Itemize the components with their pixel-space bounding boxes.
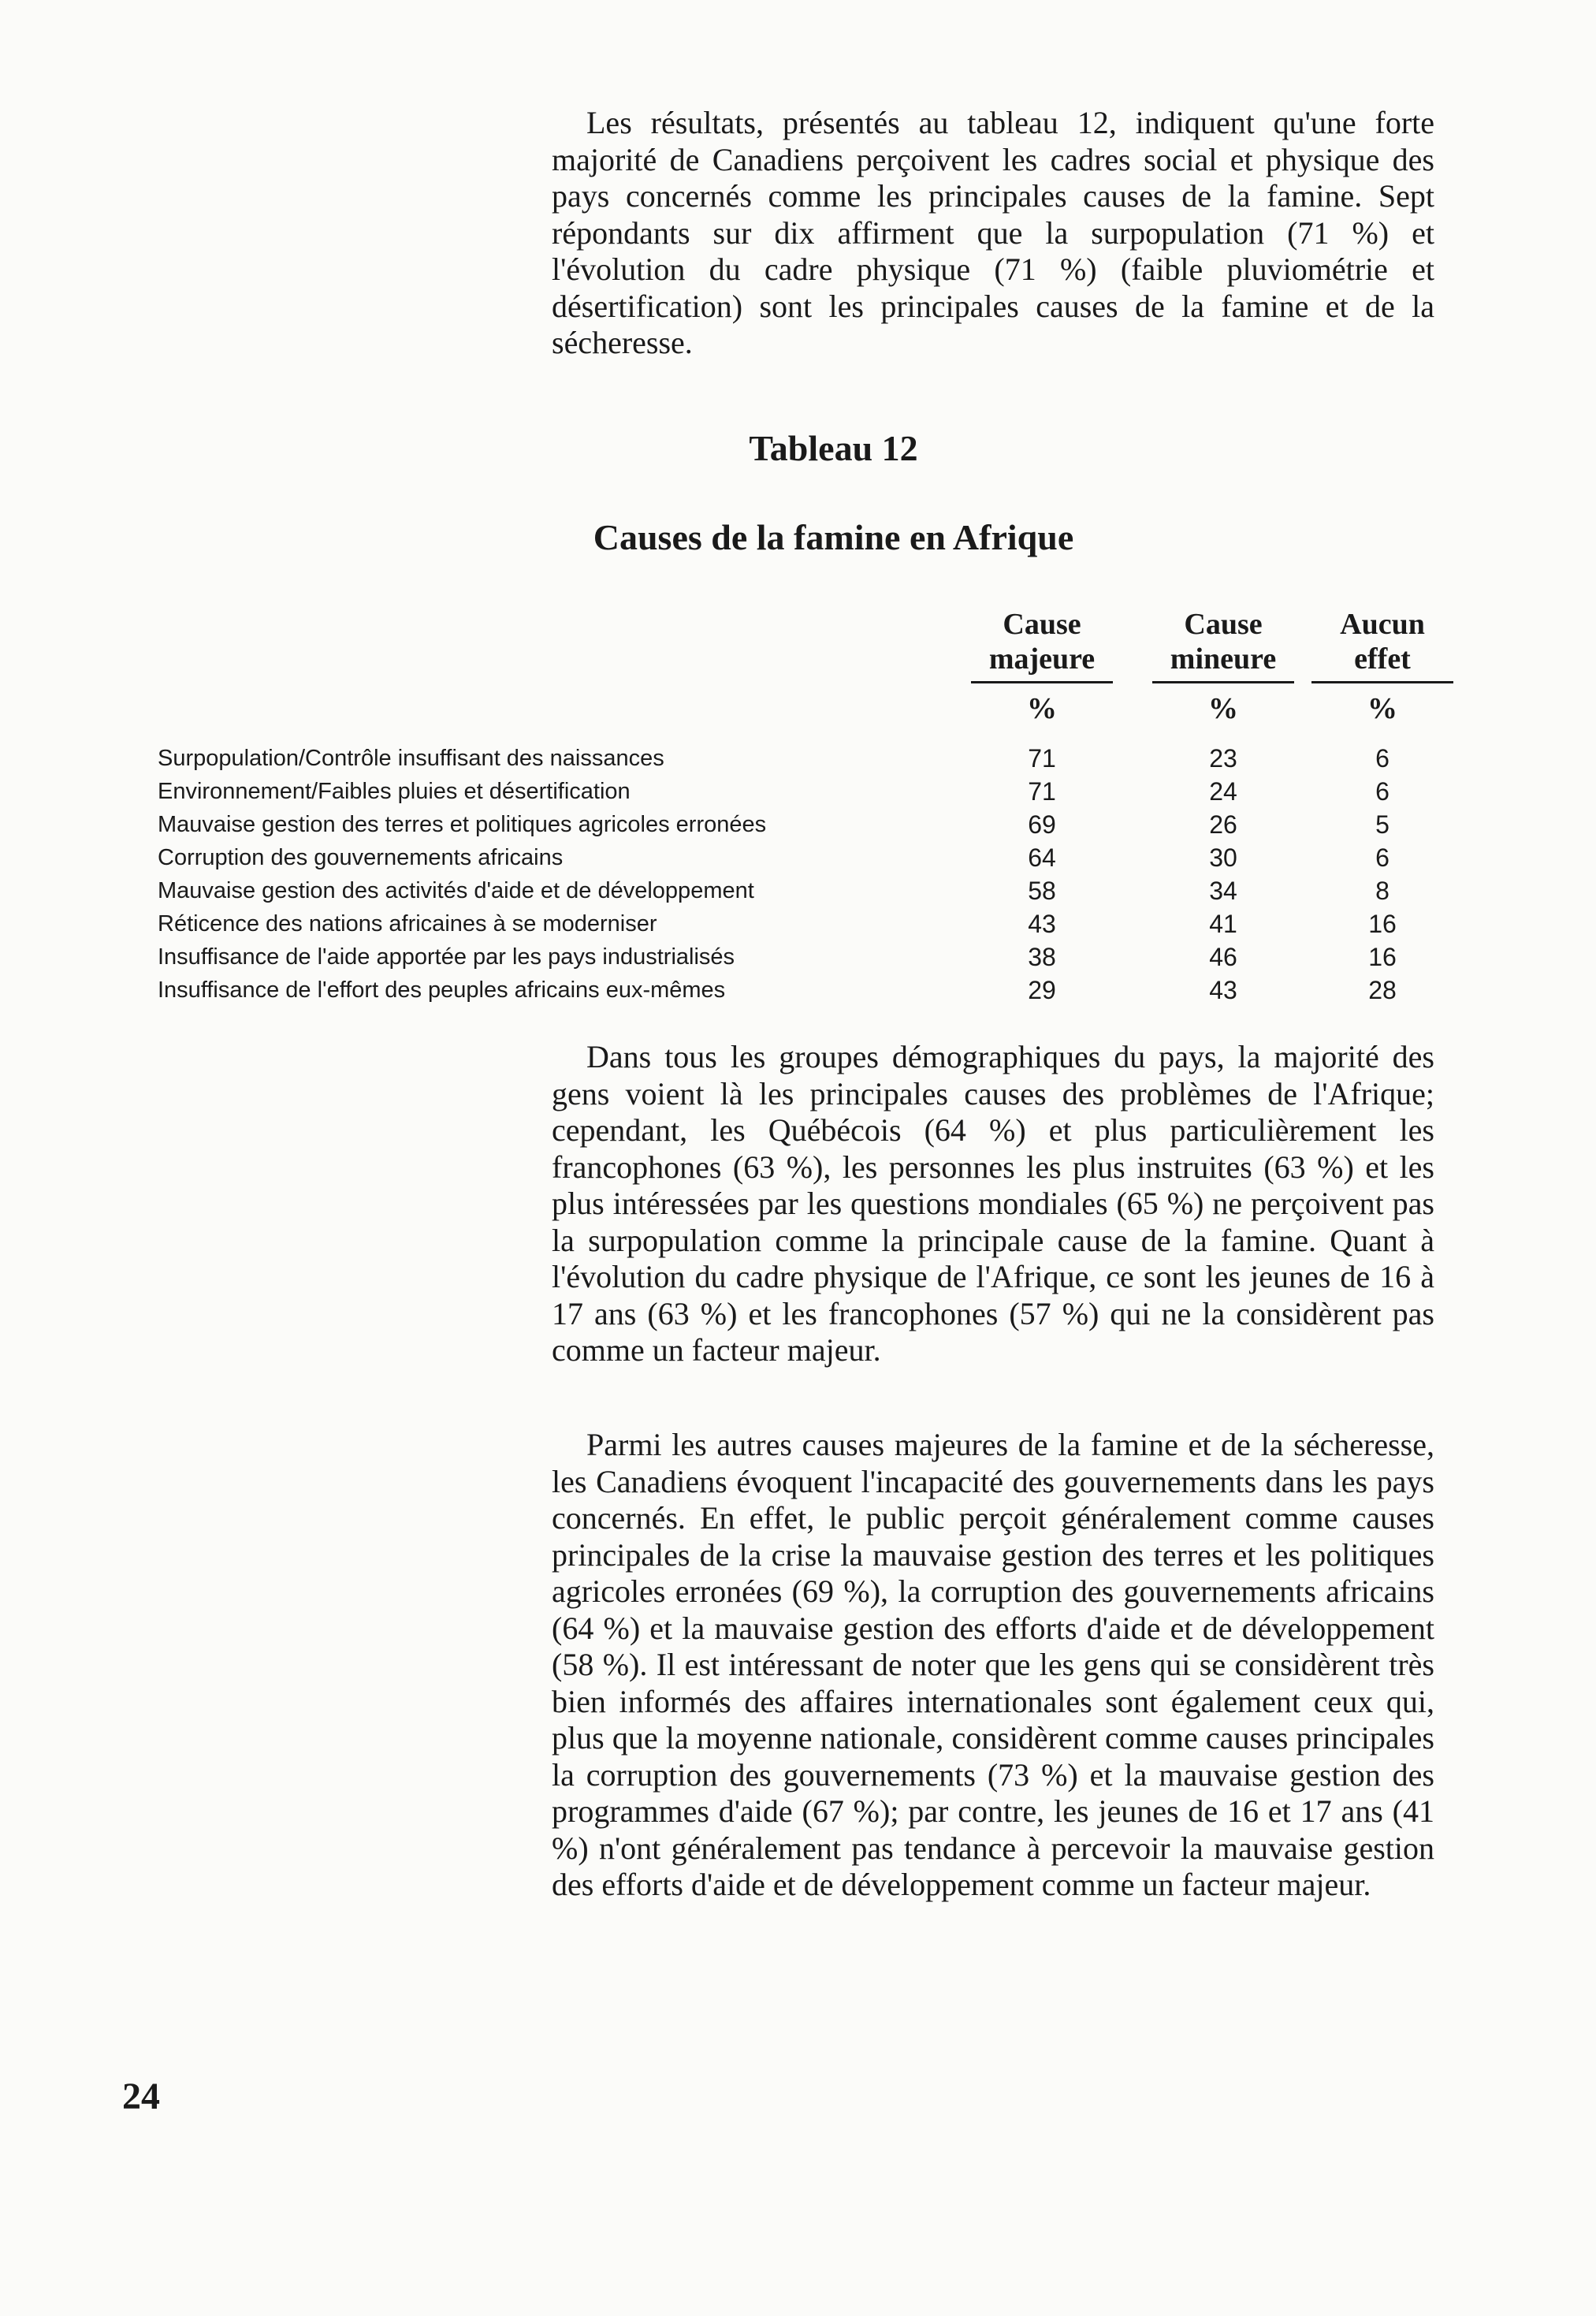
cell-none: 6 — [1375, 744, 1390, 773]
cell-major: 43 — [1028, 910, 1056, 938]
table-title: Causes de la famine en Afrique — [593, 517, 1074, 557]
cell-minor: 23 — [1209, 744, 1237, 773]
cell-none: 5 — [1375, 810, 1390, 839]
column-header-line2: majeure — [988, 642, 1096, 676]
column-unit: % — [1367, 692, 1397, 725]
column-header-rule — [1311, 681, 1453, 683]
column-unit: % — [1027, 692, 1057, 725]
row-label: Réticence des nations africaines à se moderniser — [158, 911, 657, 936]
cell-minor: 34 — [1209, 877, 1237, 905]
cell-none: 6 — [1375, 777, 1390, 806]
cell-major: 71 — [1028, 744, 1056, 773]
cell-major: 69 — [1028, 810, 1056, 839]
body-paragraph-3: Parmi les autres causes majeures de la famine et de la sécheresse, les Canadiens évoquent l'incapacité des gouvernements dans les pays concernés. En effet, le public perçoit généralement comme causes principales de la crise la mauvaise gestion des terres et les politiques agricoles erronées (69 %), la corruption des gouvernements africains (64 %) et la mauvaise gestion des efforts d'aide et de développement (58 %). Il est intéressant de noter que les gens qui se considèrent très bien informés des affaires internationales sont également ceux qui, plus que la moyenne nationale, considèrent comme causes principales la corruption des gouvernements (73 %) et la mauvaise gestion des programmes d'aide (67 %); par contre, les jeunes de 16 et 17 ans (41 %) n'ont généralement pas tendance à percevoir la mauvaise gestion des efforts d'aide et de développement comme un facteur majeur. — [552, 1427, 1434, 1902]
cell-none: 16 — [1368, 943, 1397, 971]
cell-minor: 24 — [1209, 777, 1237, 806]
cell-none: 16 — [1368, 910, 1397, 938]
column-header-aucun-effet — [1311, 607, 1453, 731]
column-header-line2: mineure — [1170, 642, 1277, 676]
column-header-line1: Cause — [1184, 608, 1263, 641]
column-header-cause-majeure — [971, 607, 1113, 731]
column-header-line1: Aucun — [1340, 608, 1425, 641]
cell-none: 6 — [1375, 843, 1390, 872]
cell-minor: 46 — [1209, 943, 1237, 971]
cell-none: 28 — [1368, 976, 1397, 1004]
cell-major: 38 — [1028, 943, 1056, 971]
cell-major: 58 — [1028, 877, 1056, 905]
cell-none: 8 — [1375, 877, 1390, 905]
column-header-cause-mineure — [1152, 607, 1294, 731]
cell-minor: 43 — [1209, 976, 1237, 1004]
cell-minor: 26 — [1209, 810, 1237, 839]
column-header-rule — [1152, 681, 1294, 683]
cell-major: 71 — [1028, 777, 1056, 806]
intro-paragraph: Les résultats, présentés au tableau 12, indiquent qu'une forte majorité de Canadiens perçoivent les cadres social et physique des pays concernés comme les principales causes de la famine. Sept répondants sur dix affirment que la surpopulation (71 %) et l'évolution du cadre physique (71 %) (faible pluviométrie et désertification) sont les principales causes de la famine et de la sécheresse. — [552, 105, 1434, 360]
cell-major: 29 — [1028, 976, 1056, 1004]
column-header-line1: Cause — [1003, 608, 1081, 641]
row-label: Mauvaise gestion des activités d'aide et de développement — [158, 878, 754, 903]
cell-minor: 41 — [1209, 910, 1237, 938]
row-label: Insuffisance de l'aide apportée par les pays industrialisés — [158, 944, 735, 970]
cell-minor: 30 — [1209, 843, 1237, 872]
table-number: Tableau 12 — [749, 428, 918, 468]
row-label: Mauvaise gestion des terres et politiques agricoles erronées — [158, 812, 767, 837]
cell-major: 64 — [1028, 843, 1056, 872]
body-paragraph-2: Dans tous les groupes démographiques du pays, la majorité des gens voient là les principales causes des problèmes de l'Afrique; cependant, les Québécois (64 %) et plus particulièrement les francophones (63 %), les personnes les plus instruites (63 %) et les plus intéressées par les questions mondiales (65 %) ne perçoivent pas la surpopulation comme la principale cause de la famine. Quant à l'évolution du cadre physique de l'Afrique, ce sont les jeunes de 16 à 17 ans (63 %) et les francophones (57 %) qui ne la considèrent pas comme un facteur majeur. — [552, 1039, 1434, 1368]
row-label: Environnement/Faibles pluies et désertification — [158, 779, 631, 804]
row-label: Insuffisance de l'effort des peuples africains eux-mêmes — [158, 977, 726, 1003]
column-header-rule — [971, 681, 1113, 683]
column-header-line2: effet — [1354, 642, 1411, 676]
row-label: Surpopulation/Contrôle insuffisant des naissances — [158, 746, 664, 771]
column-unit: % — [1208, 692, 1238, 725]
page-number: 24 — [122, 2076, 160, 2117]
row-label: Corruption des gouvernements africains — [158, 845, 564, 870]
